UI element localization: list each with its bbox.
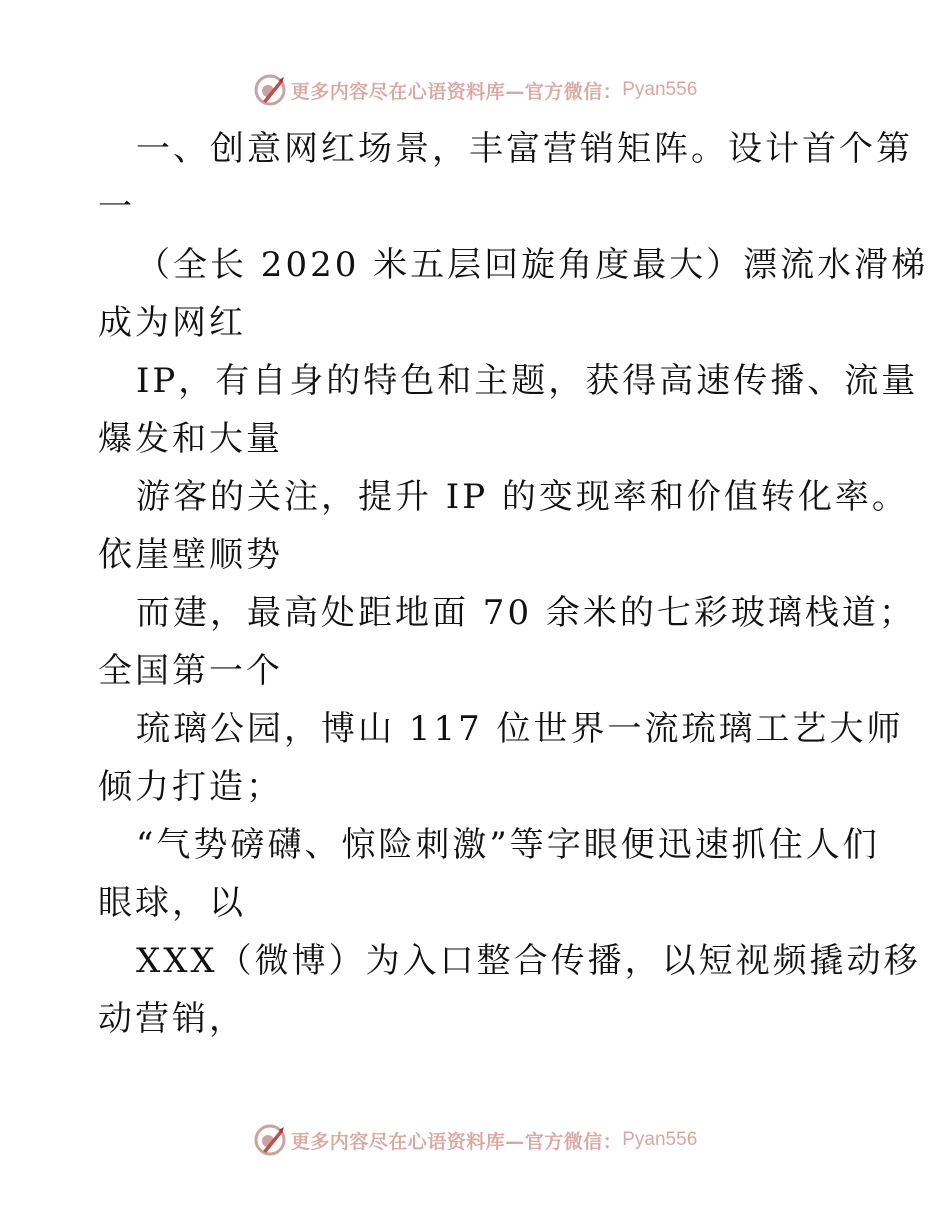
header-watermark [0,70,950,110]
text-line: 而建，最高处距地面 70 余米的七彩玻璃栈道； [136,593,916,633]
paragraph [98,700,904,816]
text-line: “气势磅礴、惊险刺激”等字眼便迅速抓住人们 [136,825,880,865]
paragraph [98,932,921,1048]
text-line: 眼球，以 [98,883,246,923]
text-line: 全国第一个 [98,651,283,691]
footer-watermark-id: Pyan556 [622,1129,698,1150]
header-watermark-id: Pyan556 [622,79,698,100]
text-line: 倾力打造； [98,767,283,807]
paragraph [98,352,919,468]
document-body [98,120,929,1048]
text-line: XXX（微博）为入口整合传播，以短视频撬动移 [136,941,921,981]
text-line: 依崖壁顺势 [98,535,283,575]
paragraph [98,816,880,932]
text-line: 成为网红 [98,303,246,343]
text-line: 一、创意网红场景，丰富营销矩阵。设计首个第 [136,129,913,169]
text-line: 动营销， [98,999,246,1039]
footer-watermark [0,1120,950,1160]
text-line: 爆发和大量 [98,419,283,459]
paragraph [98,236,929,352]
text-line: 游客的关注，提升 IP 的变现率和价值转化率。 [136,477,909,517]
paragraph [98,468,909,584]
footer-watermark-text: 更多内容尽在心语资料库—官方微信： [290,1130,623,1153]
text-line: 一 [98,187,135,227]
quill-logo-icon [253,73,287,107]
header-watermark-text: 更多内容尽在心语资料库—官方微信： [290,80,623,103]
text-line: IP，有自身的特色和主题，获得高速传播、流量 [136,361,919,401]
paragraph [98,120,913,236]
paragraph [98,584,916,700]
quill-logo-icon [253,1123,287,1157]
text-line: 琉璃公园，博山 117 位世界一流琉璃工艺大师 [136,709,904,749]
text-line: （全长 2020 米五层回旋角度最大）漂流水滑梯 [136,245,929,285]
